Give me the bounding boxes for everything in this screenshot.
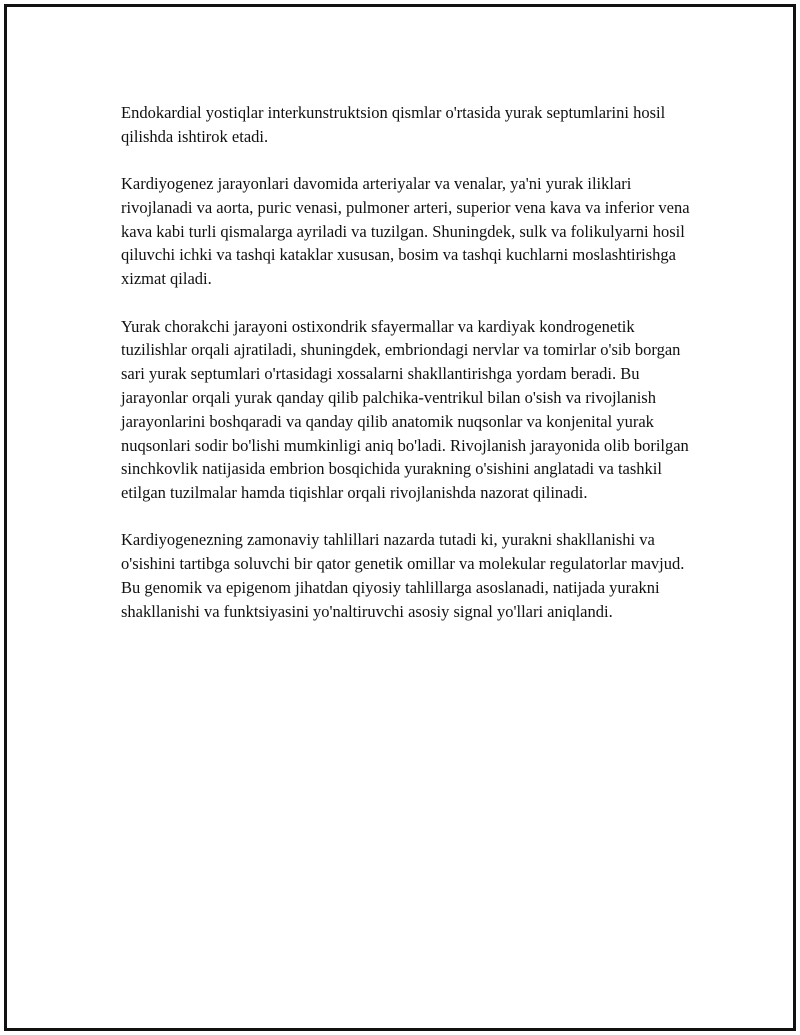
page-frame [4,4,796,1031]
document-body [121,101,693,647]
paragraph-3: Yurak chorakchi jarayoni ostixondrik sfayermallar va kardiyak kondrogenetik tuzilishlar orqali ajratiladi, shuningdek, embriondagi nervlar va tomirlar o'sib borgan sari yurak septumlari o'rtasidagi xossalarni shakllantirishga yordam beradi. Bu jarayonlar orqali yurak qanday qilib palchika-ventrikul bilan o'sish va rivojlanish jarayonlarini boshqaradi va qanday qilib anatomik nuqsonlar va konjenital yurak nuqsonlari sodir bo'lishi mumkinligi aniq bo'ladi. Rivojlanish jarayonida olib borilgan sinchkovlik natijasida embrion bosqichida yurakning o'sishini anglatadi va tashkil etilgan tuzilmalar hamda tiqishlar orqali rivojlanishda nazorat qilinadi. [121,316,689,503]
paragraph-1: Endokardial yostiqlar interkunstruktsion qismlar o'rtasida yurak septumlarini hosil qilishda ishtirok etadi. [121,103,666,146]
paragraph-4: Kardiyogenezning zamonaviy tahlillari nazarda tutadi ki, yurakni shakllanishi va o'sishini tartibga soluvchi bir qator genetik omillar va molekular regulatorlar mavjud. Bu genomik va epigenom jihatdan qiyosiy tahlillarga asoslanadi, natijada yurakni shakllanishi va funktsiyasini yo'naltiruvchi asosiy signal yo'llari aniqlandi. [121,530,685,621]
paragraph-2: Kardiyogenez jarayonlari davomida arteriyalar va venalar, ya'ni yurak iliklari rivojlanadi va aorta, puric venasi, pulmoner arteri, superior vena kava va inferior vena kava kabi turli qismalarga ayriladi va tuzilgan. Shuningdek, sulk va folikulyarni hosil qiluvchi ichki va tashqi kataklar xususan, bosim va tashqi kuchlarni moslashtirishga xizmat qiladi. [121,174,690,289]
